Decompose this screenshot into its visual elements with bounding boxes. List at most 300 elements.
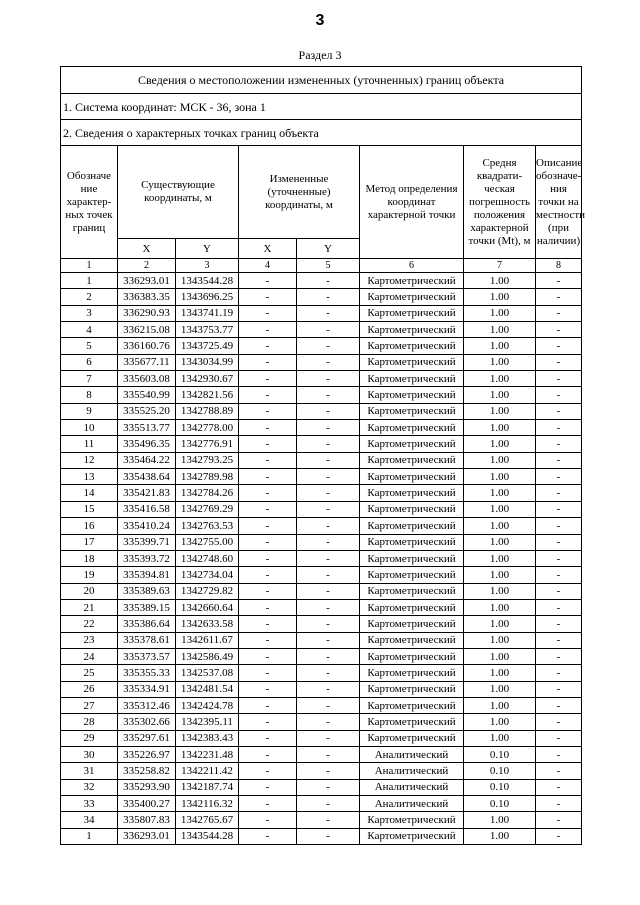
- description-cell: -: [536, 665, 582, 681]
- changed-y-cell: -: [297, 583, 360, 599]
- changed-y-cell: -: [297, 697, 360, 713]
- changed-x-cell: -: [239, 697, 297, 713]
- page-number: 3: [315, 12, 325, 29]
- error-cell: 1.00: [464, 681, 536, 697]
- error-cell: 1.00: [464, 550, 536, 566]
- existing-y-cell: 1342211.42: [176, 763, 239, 779]
- existing-x-cell: 335312.46: [118, 697, 176, 713]
- changed-x-cell: -: [239, 616, 297, 632]
- error-cell: 1.00: [464, 730, 536, 746]
- changed-y-cell: -: [297, 387, 360, 403]
- changed-x-cell: -: [239, 289, 297, 305]
- changed-x-cell: -: [239, 779, 297, 795]
- changed-x-cell: -: [239, 485, 297, 501]
- method-cell: Картометрический: [360, 616, 464, 632]
- column-number: 6: [360, 259, 464, 273]
- point-number-cell: 3: [61, 305, 118, 321]
- description-cell: -: [536, 812, 582, 828]
- method-cell: Картометрический: [360, 828, 464, 844]
- method-cell: Картометрический: [360, 403, 464, 419]
- changed-x-cell: -: [239, 796, 297, 812]
- table-row: [61, 828, 582, 844]
- point-number-cell: 23: [61, 632, 118, 648]
- error-cell: 0.10: [464, 796, 536, 812]
- changed-x-cell: -: [239, 583, 297, 599]
- table-row: [61, 403, 582, 419]
- existing-y-cell: 1342383.43: [176, 730, 239, 746]
- table-row: [61, 452, 582, 468]
- description-cell: -: [536, 436, 582, 452]
- description-cell: -: [536, 796, 582, 812]
- point-number-cell: 27: [61, 697, 118, 713]
- existing-x-cell: 336383.35: [118, 289, 176, 305]
- changed-y-cell: -: [297, 812, 360, 828]
- header-method: Метод определения координат характерной точки: [360, 146, 464, 259]
- existing-x-cell: 336290.93: [118, 305, 176, 321]
- changed-y-cell: -: [297, 338, 360, 354]
- error-cell: 1.00: [464, 387, 536, 403]
- existing-y-cell: 1342784.26: [176, 485, 239, 501]
- existing-y-cell: 1342778.00: [176, 420, 239, 436]
- existing-x-cell: 335302.66: [118, 714, 176, 730]
- point-number-cell: 19: [61, 567, 118, 583]
- table-row: [61, 420, 582, 436]
- error-cell: 1.00: [464, 599, 536, 615]
- error-cell: 1.00: [464, 273, 536, 289]
- method-cell: Картометрический: [360, 730, 464, 746]
- changed-y-cell: -: [297, 665, 360, 681]
- changed-y-cell: -: [297, 599, 360, 615]
- header-existing-coords: Существующие координаты, м: [118, 146, 239, 239]
- description-cell: -: [536, 567, 582, 583]
- method-cell: Картометрический: [360, 387, 464, 403]
- description-cell: -: [536, 697, 582, 713]
- section-title: Раздел 3: [298, 48, 342, 62]
- error-cell: 1.00: [464, 828, 536, 844]
- existing-y-cell: 1342395.11: [176, 714, 239, 730]
- table-row: [61, 796, 582, 812]
- column-numbers-row: [61, 259, 582, 273]
- table-row: [61, 534, 582, 550]
- header-x: X: [118, 239, 176, 259]
- description-cell: -: [536, 289, 582, 305]
- existing-x-cell: 335525.20: [118, 403, 176, 419]
- changed-x-cell: -: [239, 469, 297, 485]
- changed-y-cell: -: [297, 289, 360, 305]
- existing-y-cell: 1342586.49: [176, 648, 239, 664]
- error-cell: 1.00: [464, 665, 536, 681]
- error-cell: 1.00: [464, 371, 536, 387]
- changed-x-cell: -: [239, 812, 297, 828]
- error-cell: 1.00: [464, 354, 536, 370]
- point-number-cell: 22: [61, 616, 118, 632]
- table-row: [61, 436, 582, 452]
- method-cell: Картометрический: [360, 567, 464, 583]
- point-number-cell: 9: [61, 403, 118, 419]
- changed-y-cell: -: [297, 371, 360, 387]
- description-cell: -: [536, 828, 582, 844]
- changed-y-cell: -: [297, 518, 360, 534]
- method-cell: Картометрический: [360, 681, 464, 697]
- header-x-changed: X: [239, 239, 297, 259]
- existing-y-cell: 1342424.78: [176, 697, 239, 713]
- existing-x-cell: 335393.72: [118, 550, 176, 566]
- existing-x-cell: 335677.11: [118, 354, 176, 370]
- error-cell: 1.00: [464, 697, 536, 713]
- existing-y-cell: 1343544.28: [176, 828, 239, 844]
- table-row: [61, 354, 582, 370]
- changed-x-cell: -: [239, 273, 297, 289]
- point-number-cell: 34: [61, 812, 118, 828]
- existing-x-cell: 335438.64: [118, 469, 176, 485]
- table-row: [61, 305, 582, 321]
- description-cell: -: [536, 730, 582, 746]
- changed-x-cell: -: [239, 746, 297, 762]
- changed-x-cell: -: [239, 681, 297, 697]
- method-cell: Картометрический: [360, 273, 464, 289]
- existing-y-cell: 1342821.56: [176, 387, 239, 403]
- description-cell: -: [536, 322, 582, 338]
- changed-y-cell: -: [297, 648, 360, 664]
- point-number-cell: 10: [61, 420, 118, 436]
- changed-x-cell: -: [239, 828, 297, 844]
- changed-x-cell: -: [239, 534, 297, 550]
- error-cell: 1.00: [464, 403, 536, 419]
- header-changed-coords: Измененные (уточненные) координаты, м: [239, 146, 360, 239]
- description-cell: -: [536, 501, 582, 517]
- description-cell: -: [536, 599, 582, 615]
- method-cell: Картометрический: [360, 322, 464, 338]
- existing-y-cell: 1343741.19: [176, 305, 239, 321]
- existing-y-cell: 1342116.32: [176, 796, 239, 812]
- existing-x-cell: 335394.81: [118, 567, 176, 583]
- existing-x-cell: 335513.77: [118, 420, 176, 436]
- method-cell: Аналитический: [360, 763, 464, 779]
- point-number-cell: 1: [61, 273, 118, 289]
- method-cell: Аналитический: [360, 779, 464, 795]
- changed-x-cell: -: [239, 452, 297, 468]
- error-cell: 0.10: [464, 763, 536, 779]
- existing-y-cell: 1342765.67: [176, 812, 239, 828]
- error-cell: 1.00: [464, 534, 536, 550]
- coord-system-line: 1. Система координат: МСК - 36, зона 1: [61, 94, 582, 120]
- method-cell: Аналитический: [360, 746, 464, 762]
- existing-x-cell: 335373.57: [118, 648, 176, 664]
- table-row: [61, 714, 582, 730]
- table-row: [61, 665, 582, 681]
- existing-y-cell: 1342793.25: [176, 452, 239, 468]
- column-number: 1: [61, 259, 118, 273]
- table-row: [61, 485, 582, 501]
- changed-y-cell: -: [297, 567, 360, 583]
- existing-y-cell: 1342789.98: [176, 469, 239, 485]
- changed-y-cell: -: [297, 403, 360, 419]
- header-y: Y: [176, 239, 239, 259]
- existing-y-cell: 1342231.48: [176, 746, 239, 762]
- column-number: 4: [239, 259, 297, 273]
- point-number-cell: 28: [61, 714, 118, 730]
- existing-y-cell: 1342734.04: [176, 567, 239, 583]
- error-cell: 1.00: [464, 648, 536, 664]
- existing-x-cell: 335378.61: [118, 632, 176, 648]
- error-cell: 0.10: [464, 746, 536, 762]
- point-number-cell: 18: [61, 550, 118, 566]
- existing-y-cell: 1343034.99: [176, 354, 239, 370]
- changed-y-cell: -: [297, 746, 360, 762]
- method-cell: Картометрический: [360, 452, 464, 468]
- existing-y-cell: 1342776.91: [176, 436, 239, 452]
- changed-x-cell: -: [239, 354, 297, 370]
- table-row: [61, 518, 582, 534]
- method-cell: Картометрический: [360, 338, 464, 354]
- error-cell: 1.00: [464, 812, 536, 828]
- table-row: [61, 697, 582, 713]
- existing-y-cell: 1342633.58: [176, 616, 239, 632]
- description-cell: -: [536, 338, 582, 354]
- existing-y-cell: 1342763.53: [176, 518, 239, 534]
- method-cell: Картометрический: [360, 583, 464, 599]
- description-cell: -: [536, 485, 582, 501]
- changed-x-cell: -: [239, 305, 297, 321]
- error-cell: 1.00: [464, 322, 536, 338]
- existing-x-cell: 335496.35: [118, 436, 176, 452]
- error-cell: 1.00: [464, 305, 536, 321]
- description-cell: -: [536, 550, 582, 566]
- existing-y-cell: 1342187.74: [176, 779, 239, 795]
- table-row: [61, 599, 582, 615]
- changed-y-cell: -: [297, 796, 360, 812]
- method-cell: Картометрический: [360, 665, 464, 681]
- point-number-cell: 15: [61, 501, 118, 517]
- method-cell: Картометрический: [360, 550, 464, 566]
- method-cell: Картометрический: [360, 714, 464, 730]
- error-cell: 1.00: [464, 714, 536, 730]
- description-cell: -: [536, 583, 582, 599]
- description-cell: -: [536, 305, 582, 321]
- changed-x-cell: -: [239, 518, 297, 534]
- point-number-cell: 8: [61, 387, 118, 403]
- existing-x-cell: 335386.64: [118, 616, 176, 632]
- point-number-cell: 6: [61, 354, 118, 370]
- existing-x-cell: 336160.76: [118, 338, 176, 354]
- description-cell: -: [536, 387, 582, 403]
- table-row: [61, 730, 582, 746]
- changed-x-cell: -: [239, 730, 297, 746]
- existing-x-cell: 335355.33: [118, 665, 176, 681]
- description-cell: -: [536, 779, 582, 795]
- changed-y-cell: -: [297, 632, 360, 648]
- description-cell: -: [536, 763, 582, 779]
- description-cell: -: [536, 714, 582, 730]
- existing-y-cell: 1342481.54: [176, 681, 239, 697]
- description-cell: -: [536, 534, 582, 550]
- existing-y-cell: 1342748.60: [176, 550, 239, 566]
- point-number-cell: 33: [61, 796, 118, 812]
- existing-x-cell: 335603.08: [118, 371, 176, 387]
- point-number-cell: 32: [61, 779, 118, 795]
- method-cell: Картометрический: [360, 697, 464, 713]
- column-number: 2: [118, 259, 176, 273]
- column-number: 8: [536, 259, 582, 273]
- point-number-cell: 31: [61, 763, 118, 779]
- changed-y-cell: -: [297, 763, 360, 779]
- error-cell: 1.00: [464, 583, 536, 599]
- table-row: [61, 469, 582, 485]
- header-y-changed: Y: [297, 239, 360, 259]
- description-cell: -: [536, 403, 582, 419]
- existing-x-cell: 335807.83: [118, 812, 176, 828]
- point-number-cell: 12: [61, 452, 118, 468]
- description-cell: -: [536, 452, 582, 468]
- point-number-cell: 2: [61, 289, 118, 305]
- point-number-cell: 11: [61, 436, 118, 452]
- table-row: [61, 583, 582, 599]
- error-cell: 1.00: [464, 567, 536, 583]
- table-row: [61, 632, 582, 648]
- header-description: Описание обозначе- ния точки на местности (при наличии): [536, 146, 582, 259]
- method-cell: Картометрический: [360, 371, 464, 387]
- changed-y-cell: -: [297, 485, 360, 501]
- description-cell: -: [536, 518, 582, 534]
- changed-x-cell: -: [239, 763, 297, 779]
- description-cell: -: [536, 648, 582, 664]
- changed-y-cell: -: [297, 828, 360, 844]
- existing-x-cell: 335226.97: [118, 746, 176, 762]
- changed-y-cell: -: [297, 469, 360, 485]
- point-number-cell: 4: [61, 322, 118, 338]
- description-cell: -: [536, 746, 582, 762]
- changed-y-cell: -: [297, 354, 360, 370]
- error-cell: 1.00: [464, 420, 536, 436]
- table-row: [61, 387, 582, 403]
- existing-x-cell: 335389.15: [118, 599, 176, 615]
- existing-y-cell: 1342930.67: [176, 371, 239, 387]
- changed-x-cell: -: [239, 420, 297, 436]
- table-row: [61, 371, 582, 387]
- error-cell: 1.00: [464, 501, 536, 517]
- method-cell: Картометрический: [360, 518, 464, 534]
- error-cell: 1.00: [464, 469, 536, 485]
- method-cell: Картометрический: [360, 305, 464, 321]
- changed-x-cell: -: [239, 403, 297, 419]
- table-row: [61, 763, 582, 779]
- boundary-points-table: [60, 66, 586, 845]
- existing-y-cell: 1342755.00: [176, 534, 239, 550]
- changed-x-cell: -: [239, 550, 297, 566]
- description-cell: -: [536, 273, 582, 289]
- existing-x-cell: 336215.08: [118, 322, 176, 338]
- method-cell: Картометрический: [360, 485, 464, 501]
- existing-x-cell: 335416.58: [118, 501, 176, 517]
- table-row: [61, 338, 582, 354]
- table-row: [61, 322, 582, 338]
- method-cell: Картометрический: [360, 469, 464, 485]
- changed-y-cell: -: [297, 534, 360, 550]
- table-row: [61, 501, 582, 517]
- existing-y-cell: 1343753.77: [176, 322, 239, 338]
- error-cell: 1.00: [464, 632, 536, 648]
- description-cell: -: [536, 469, 582, 485]
- point-number-cell: 16: [61, 518, 118, 534]
- point-number-cell: 26: [61, 681, 118, 697]
- existing-y-cell: 1342729.82: [176, 583, 239, 599]
- point-number-cell: 25: [61, 665, 118, 681]
- point-number-cell: 14: [61, 485, 118, 501]
- method-cell: Картометрический: [360, 648, 464, 664]
- points-heading: 2. Сведения о характерных точках границ объекта: [61, 120, 582, 146]
- point-number-cell: 1: [61, 828, 118, 844]
- changed-x-cell: -: [239, 567, 297, 583]
- existing-y-cell: 1343696.25: [176, 289, 239, 305]
- existing-x-cell: 335399.71: [118, 534, 176, 550]
- point-number-cell: 5: [61, 338, 118, 354]
- error-cell: 1.00: [464, 289, 536, 305]
- method-cell: Картометрический: [360, 354, 464, 370]
- changed-y-cell: -: [297, 616, 360, 632]
- method-cell: Картометрический: [360, 632, 464, 648]
- column-number: 7: [464, 259, 536, 273]
- error-cell: 1.00: [464, 485, 536, 501]
- changed-y-cell: -: [297, 273, 360, 289]
- table-row: [61, 616, 582, 632]
- table-row: [61, 289, 582, 305]
- changed-x-cell: -: [239, 436, 297, 452]
- changed-y-cell: -: [297, 501, 360, 517]
- existing-x-cell: 335540.99: [118, 387, 176, 403]
- changed-y-cell: -: [297, 779, 360, 795]
- existing-x-cell: 335389.63: [118, 583, 176, 599]
- existing-x-cell: 335297.61: [118, 730, 176, 746]
- changed-y-cell: -: [297, 550, 360, 566]
- table-row: [61, 273, 582, 289]
- changed-x-cell: -: [239, 501, 297, 517]
- changed-x-cell: -: [239, 338, 297, 354]
- changed-y-cell: -: [297, 420, 360, 436]
- changed-x-cell: -: [239, 322, 297, 338]
- table-row: [61, 648, 582, 664]
- table-row: [61, 550, 582, 566]
- changed-x-cell: -: [239, 371, 297, 387]
- changed-x-cell: -: [239, 387, 297, 403]
- existing-y-cell: 1342611.67: [176, 632, 239, 648]
- existing-y-cell: 1342769.29: [176, 501, 239, 517]
- method-cell: Картометрический: [360, 436, 464, 452]
- method-cell: Картометрический: [360, 501, 464, 517]
- header-designation: Обозначе ние характер- ных точек границ: [61, 146, 118, 259]
- changed-y-cell: -: [297, 322, 360, 338]
- changed-y-cell: -: [297, 452, 360, 468]
- column-number: 5: [297, 259, 360, 273]
- column-number: 3: [176, 259, 239, 273]
- point-number-cell: 21: [61, 599, 118, 615]
- description-cell: -: [536, 632, 582, 648]
- method-cell: Картометрический: [360, 812, 464, 828]
- error-cell: 1.00: [464, 452, 536, 468]
- changed-x-cell: -: [239, 632, 297, 648]
- method-cell: Картометрический: [360, 534, 464, 550]
- description-cell: -: [536, 354, 582, 370]
- method-cell: Картометрический: [360, 599, 464, 615]
- method-cell: Картометрический: [360, 420, 464, 436]
- table-row: [61, 746, 582, 762]
- existing-y-cell: 1342660.64: [176, 599, 239, 615]
- point-number-cell: 20: [61, 583, 118, 599]
- error-cell: 1.00: [464, 338, 536, 354]
- description-cell: -: [536, 616, 582, 632]
- table-row: [61, 681, 582, 697]
- existing-x-cell: 335293.90: [118, 779, 176, 795]
- existing-y-cell: 1342788.89: [176, 403, 239, 419]
